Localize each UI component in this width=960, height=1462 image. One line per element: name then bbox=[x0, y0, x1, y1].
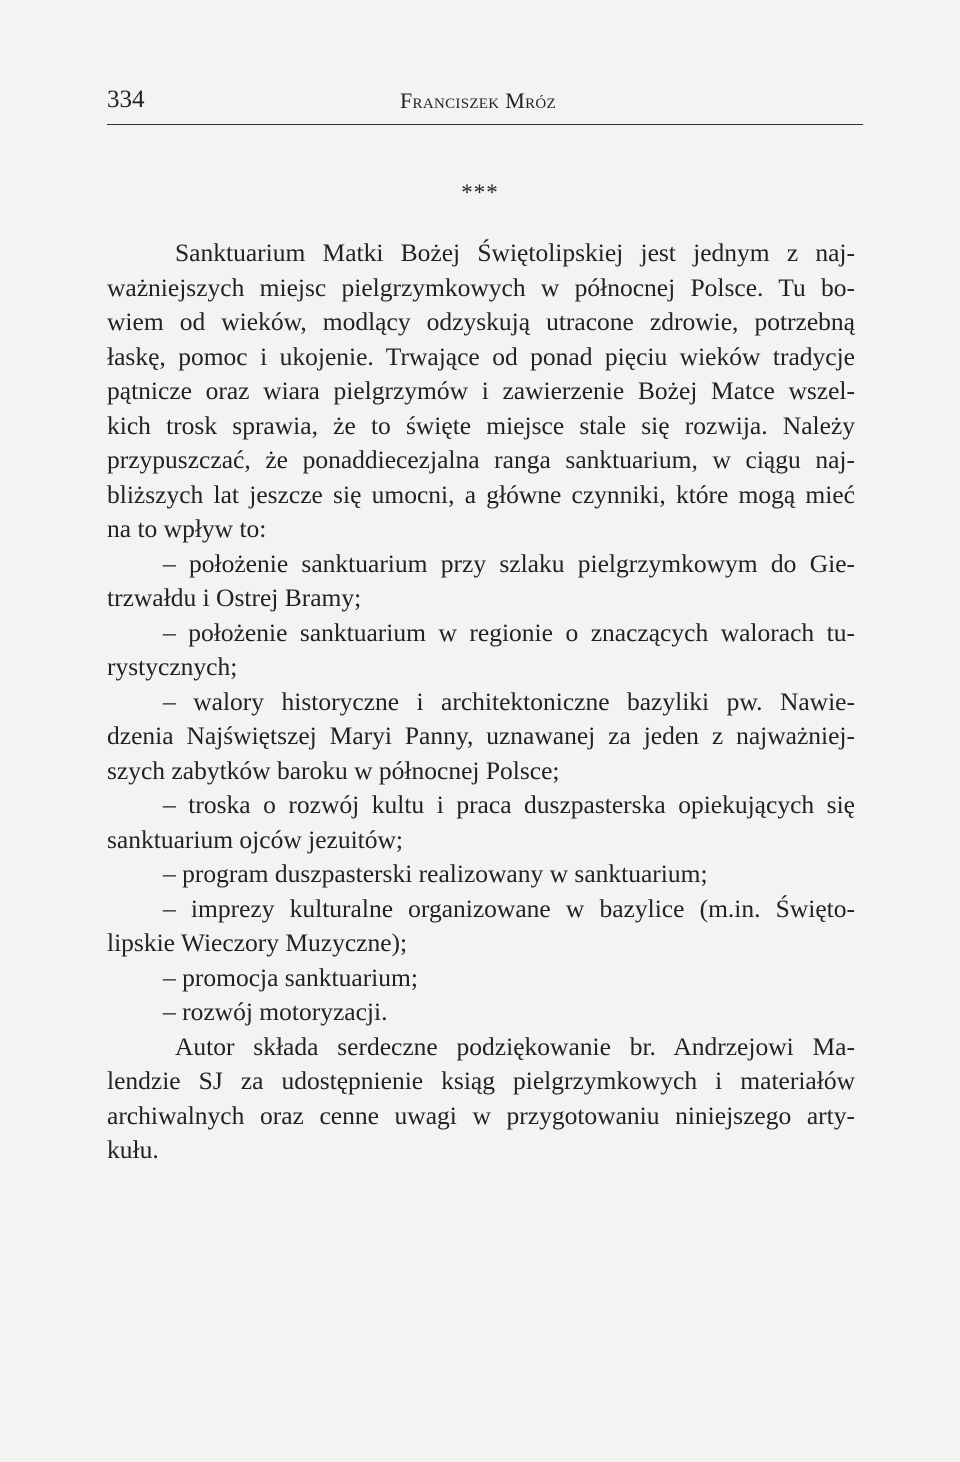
list-item-line: szych zabytków baroku w północnej Polsce; bbox=[107, 755, 560, 785]
running-title: Franciszek Mróz bbox=[400, 88, 556, 113]
list-item-line: – rozwój motoryzacji. bbox=[163, 997, 388, 1026]
paragraph-line: archiwalnych oraz cenne uwagi w przygotowaniu niniejszego arty- bbox=[107, 1100, 855, 1130]
list-item-line: sanktuarium ojców jezuitów; bbox=[107, 824, 404, 854]
paragraph-line: lendzie SJ za udostępnienie ksiąg pielgrzymkowych i materiałów bbox=[107, 1066, 855, 1095]
list-item-line: – walory historyczne i architektoniczne bazyliki pw. Nawie- bbox=[163, 686, 855, 716]
paragraph-line: Sanktuarium Matki Bożej Świętolipskiej jest jednym z naj- bbox=[175, 238, 855, 267]
list-item-line: trzwałdu i Ostrej Bramy; bbox=[107, 583, 362, 612]
paragraph-line: przypuszczać, że ponaddiecezjalna ranga sanktuarium, w ciągu naj- bbox=[107, 445, 855, 474]
paragraph-line: kich trosk sprawia, że to święte miejsce stale się rozwija. Należy bbox=[107, 410, 855, 440]
list-item-line: – troska o rozwój kultu i praca duszpasterska opiekujących się bbox=[163, 790, 855, 819]
list-item-line: – położenie sanktuarium przy szlaku pielgrzymkowym do Gie- bbox=[163, 548, 855, 578]
paragraph-line: na to wpływ to: bbox=[107, 514, 267, 543]
section-separator: *** bbox=[461, 180, 499, 205]
paragraph-line: pątnicze oraz wiara pielgrzymów i zawierzenie Bożej Matce wszel- bbox=[107, 376, 855, 405]
page-number: 334 bbox=[107, 86, 145, 113]
list-item-line: lipskie Wieczory Muzyczne); bbox=[107, 928, 408, 957]
paragraph-line: ważniejszych miejsc pielgrzymkowych w północnej Polsce. Tu bo- bbox=[107, 272, 855, 302]
paragraph-line: bliższych lat jeszcze się umocni, a główne czynniki, które mogą mieć bbox=[107, 479, 855, 509]
list-item-line: dzenia Najświętszej Maryi Panny, uznawanej za jeden z najważniej- bbox=[107, 721, 855, 750]
running-header bbox=[107, 84, 863, 125]
list-item-line: – program duszpasterski realizowany w sanktuarium; bbox=[163, 859, 708, 888]
list-item-line: – promocja sanktuarium; bbox=[163, 962, 418, 992]
paragraph-line: wiem od wieków, modlący odzyskują utracone zdrowie, potrzebną bbox=[107, 307, 855, 336]
list-item-line: – imprezy kulturalne organizowane w bazylice (m.in. Święto- bbox=[163, 893, 855, 923]
list-item-line: rystycznych; bbox=[107, 652, 238, 681]
paragraph-line: kułu. bbox=[107, 1135, 159, 1164]
list-item-line: – położenie sanktuarium w regionie o znaczących walorach tu- bbox=[163, 617, 855, 647]
paragraph-line: łaskę, pomoc i ukojenie. Trwające od ponad pięciu wieków tradycje bbox=[107, 341, 855, 371]
paragraph-line: Autor składa serdeczne podziękowanie br. Andrzejowi Ma- bbox=[175, 1031, 855, 1061]
body-text bbox=[107, 236, 855, 1168]
